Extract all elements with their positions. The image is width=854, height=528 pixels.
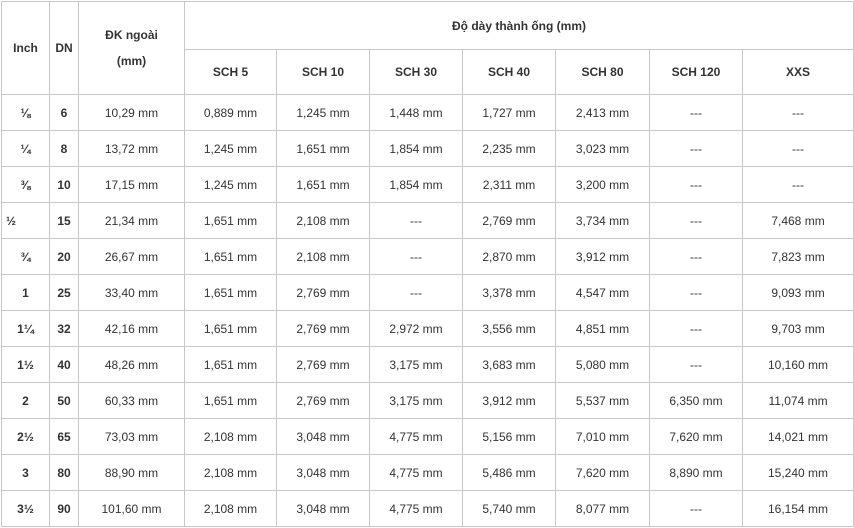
col-header-outer-diameter (79, 2, 185, 95)
cell-sch10: 2,769 mm (277, 347, 370, 383)
table-row (2, 131, 854, 167)
cell-sch30: 3,175 mm (370, 347, 463, 383)
cell-sch120: --- (650, 311, 743, 347)
cell-sch80: 4,851 mm (556, 311, 650, 347)
table-row (2, 275, 854, 311)
col-header-sch5: SCH 5 (185, 50, 277, 95)
cell-inch: ⅛ (2, 95, 50, 131)
cell-sch10: 3,048 mm (277, 455, 370, 491)
cell-sch80: 5,537 mm (556, 383, 650, 419)
cell-sch120: --- (650, 275, 743, 311)
cell-sch10: 3,048 mm (277, 419, 370, 455)
cell-sch30: 4,775 mm (370, 455, 463, 491)
cell-dn: 20 (50, 239, 79, 275)
cell-outer-diameter: 33,40 mm (79, 275, 185, 311)
table-row (2, 455, 854, 491)
cell-xxs: 9,093 mm (743, 275, 854, 311)
cell-sch80: 3,912 mm (556, 239, 650, 275)
col-header-dn: DN (50, 2, 79, 95)
cell-xxs: --- (743, 167, 854, 203)
cell-sch120: 8,890 mm (650, 455, 743, 491)
cell-sch10: 2,769 mm (277, 311, 370, 347)
table-row (2, 203, 854, 239)
cell-sch30: 1,854 mm (370, 131, 463, 167)
col-header-xxs: XXS (743, 50, 854, 95)
cell-sch10: 2,769 mm (277, 383, 370, 419)
cell-sch40: 3,683 mm (463, 347, 556, 383)
col-header-sch120: SCH 120 (650, 50, 743, 95)
cell-inch: 1½ (2, 347, 50, 383)
cell-dn: 10 (50, 167, 79, 203)
cell-sch40: 3,912 mm (463, 383, 556, 419)
cell-sch80: 8,077 mm (556, 491, 650, 527)
cell-sch10: 1,651 mm (277, 167, 370, 203)
cell-sch80: 3,734 mm (556, 203, 650, 239)
cell-sch40: 2,235 mm (463, 131, 556, 167)
outer-diameter-label: ĐK ngoài (105, 28, 158, 42)
cell-sch40: 1,727 mm (463, 95, 556, 131)
cell-inch: 1 (2, 275, 50, 311)
table-row (2, 239, 854, 275)
cell-sch10: 2,108 mm (277, 239, 370, 275)
cell-sch80: 3,200 mm (556, 167, 650, 203)
col-header-sch10: SCH 10 (277, 50, 370, 95)
cell-sch5: 1,651 mm (185, 275, 277, 311)
cell-outer-diameter: 42,16 mm (79, 311, 185, 347)
cell-dn: 8 (50, 131, 79, 167)
cell-sch5: 2,108 mm (185, 491, 277, 527)
cell-sch30: 4,775 mm (370, 491, 463, 527)
cell-sch40: 5,740 mm (463, 491, 556, 527)
cell-dn: 32 (50, 311, 79, 347)
cell-sch120: --- (650, 95, 743, 131)
cell-sch30: 1,448 mm (370, 95, 463, 131)
cell-sch5: 1,651 mm (185, 311, 277, 347)
cell-sch80: 7,620 mm (556, 455, 650, 491)
cell-sch30: 3,175 mm (370, 383, 463, 419)
col-header-sch40: SCH 40 (463, 50, 556, 95)
cell-sch120: --- (650, 203, 743, 239)
cell-dn: 15 (50, 203, 79, 239)
table-row (2, 167, 854, 203)
cell-dn: 90 (50, 491, 79, 527)
cell-sch5: 2,108 mm (185, 419, 277, 455)
cell-sch10: 1,651 mm (277, 131, 370, 167)
cell-xxs: --- (743, 131, 854, 167)
outer-diameter-unit: (mm) (116, 54, 147, 68)
cell-sch120: 6,350 mm (650, 383, 743, 419)
pipe-schedule-table (1, 1, 854, 527)
cell-sch10: 2,108 mm (277, 203, 370, 239)
cell-inch: 3 (2, 455, 50, 491)
cell-outer-diameter: 73,03 mm (79, 419, 185, 455)
table-row (2, 419, 854, 455)
cell-sch10: 2,769 mm (277, 275, 370, 311)
cell-sch5: 1,245 mm (185, 167, 277, 203)
cell-outer-diameter: 60,33 mm (79, 383, 185, 419)
cell-inch: ¼ (2, 131, 50, 167)
cell-sch80: 5,080 mm (556, 347, 650, 383)
cell-xxs: 15,240 mm (743, 455, 854, 491)
cell-sch5: 1,651 mm (185, 347, 277, 383)
cell-sch40: 2,870 mm (463, 239, 556, 275)
cell-dn: 50 (50, 383, 79, 419)
cell-xxs: 16,154 mm (743, 491, 854, 527)
cell-sch40: 5,156 mm (463, 419, 556, 455)
cell-outer-diameter: 13,72 mm (79, 131, 185, 167)
cell-xxs: 7,823 mm (743, 239, 854, 275)
table-row (2, 491, 854, 527)
cell-outer-diameter: 17,15 mm (79, 167, 185, 203)
cell-sch80: 7,010 mm (556, 419, 650, 455)
cell-sch30: --- (370, 275, 463, 311)
cell-sch5: 1,245 mm (185, 131, 277, 167)
cell-sch5: 1,651 mm (185, 203, 277, 239)
cell-inch: 1¼ (2, 311, 50, 347)
cell-inch: ½ (2, 203, 50, 239)
cell-sch40: 3,378 mm (463, 275, 556, 311)
cell-sch10: 1,245 mm (277, 95, 370, 131)
cell-inch: 3½ (2, 491, 50, 527)
cell-sch40: 3,556 mm (463, 311, 556, 347)
cell-outer-diameter: 21,34 mm (79, 203, 185, 239)
table-row (2, 347, 854, 383)
cell-sch5: 2,108 mm (185, 455, 277, 491)
cell-dn: 25 (50, 275, 79, 311)
table-body (2, 95, 854, 527)
cell-inch: 2 (2, 383, 50, 419)
cell-sch5: 0,889 mm (185, 95, 277, 131)
cell-sch30: 1,854 mm (370, 167, 463, 203)
cell-outer-diameter: 48,26 mm (79, 347, 185, 383)
cell-sch120: 7,620 mm (650, 419, 743, 455)
cell-dn: 80 (50, 455, 79, 491)
cell-dn: 6 (50, 95, 79, 131)
cell-sch40: 5,486 mm (463, 455, 556, 491)
cell-sch30: 4,775 mm (370, 419, 463, 455)
cell-outer-diameter: 10,29 mm (79, 95, 185, 131)
header-row-1 (2, 2, 854, 50)
cell-xxs: 11,074 mm (743, 383, 854, 419)
cell-sch80: 3,023 mm (556, 131, 650, 167)
cell-outer-diameter: 26,67 mm (79, 239, 185, 275)
cell-xxs: 14,021 mm (743, 419, 854, 455)
cell-sch40: 2,311 mm (463, 167, 556, 203)
cell-sch120: --- (650, 491, 743, 527)
cell-xxs: 7,468 mm (743, 203, 854, 239)
table-row (2, 95, 854, 131)
cell-inch: 2½ (2, 419, 50, 455)
col-header-sch80: SCH 80 (556, 50, 650, 95)
cell-sch80: 2,413 mm (556, 95, 650, 131)
cell-xxs: 10,160 mm (743, 347, 854, 383)
cell-sch10: 3,048 mm (277, 491, 370, 527)
cell-sch80: 4,547 mm (556, 275, 650, 311)
cell-dn: 40 (50, 347, 79, 383)
cell-inch: ⅜ (2, 167, 50, 203)
cell-outer-diameter: 101,60 mm (79, 491, 185, 527)
cell-sch30: 2,972 mm (370, 311, 463, 347)
cell-sch120: --- (650, 131, 743, 167)
cell-sch40: 2,769 mm (463, 203, 556, 239)
cell-sch5: 1,651 mm (185, 383, 277, 419)
table-row (2, 383, 854, 419)
cell-sch30: --- (370, 203, 463, 239)
table-row (2, 311, 854, 347)
col-header-inch: Inch (2, 2, 50, 95)
cell-sch30: --- (370, 239, 463, 275)
cell-sch120: --- (650, 167, 743, 203)
col-group-wall-thickness: Độ dày thành ống (mm) (185, 2, 854, 50)
cell-xxs: 9,703 mm (743, 311, 854, 347)
cell-sch5: 1,651 mm (185, 239, 277, 275)
cell-sch120: --- (650, 347, 743, 383)
cell-dn: 65 (50, 419, 79, 455)
cell-xxs: --- (743, 95, 854, 131)
cell-sch120: --- (650, 239, 743, 275)
col-header-sch30: SCH 30 (370, 50, 463, 95)
cell-outer-diameter: 88,90 mm (79, 455, 185, 491)
cell-inch: ¾ (2, 239, 50, 275)
